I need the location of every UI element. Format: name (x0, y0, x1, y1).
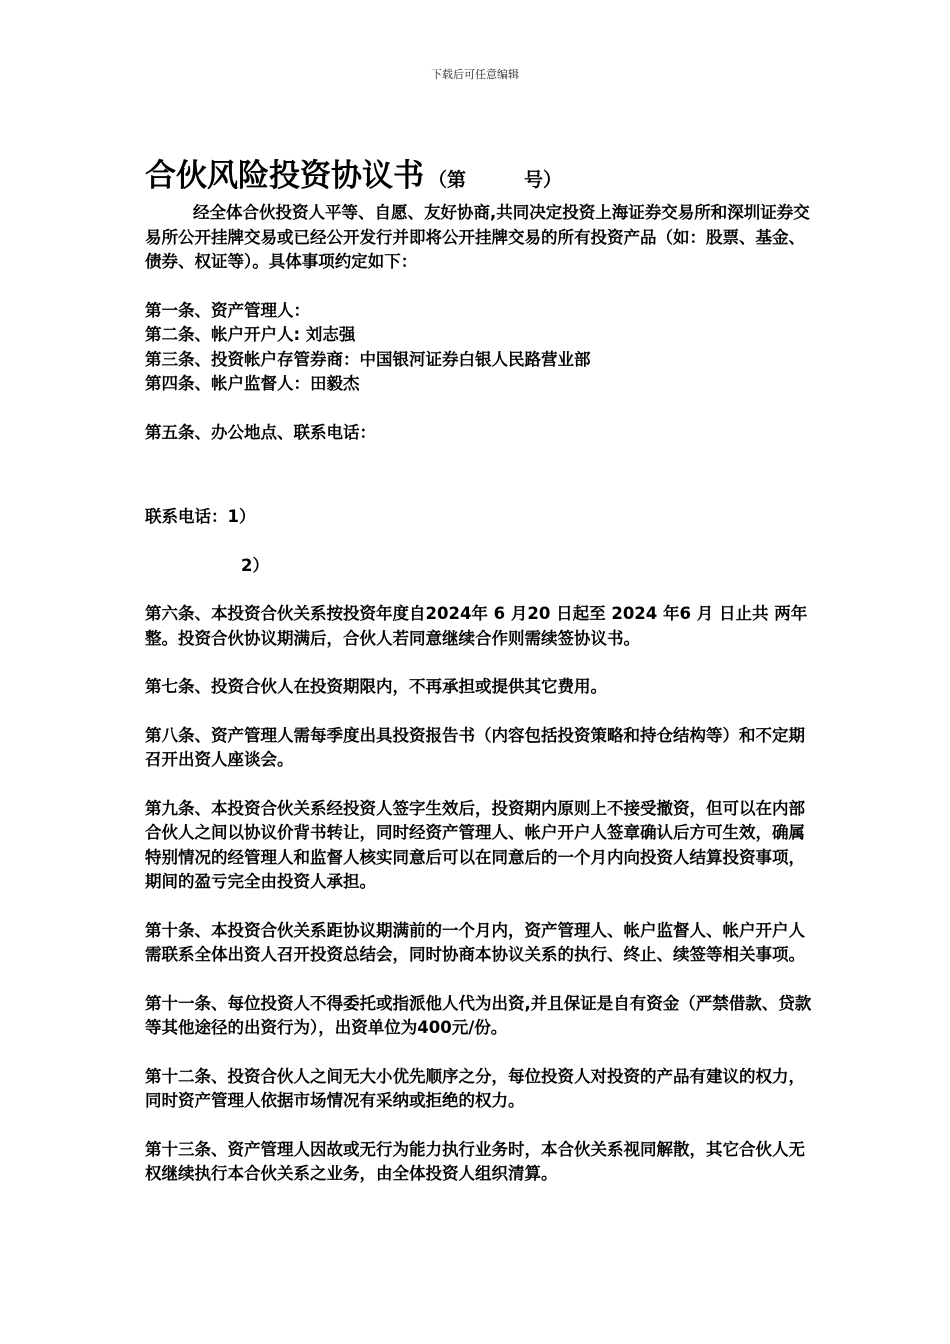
contact-phone-2: 2） (241, 555, 269, 575)
title-main: 合伙风险投资协议书 (145, 158, 424, 194)
article-2: 第二条、帐户开户人: 刘志强 (145, 325, 356, 344)
agreement-body (145, 201, 820, 1187)
article-4: 第四条、帐户监督人：田毅杰 (145, 374, 360, 393)
article-12: 第十二条、投资合伙人之间无大小优先顺序之分，每位投资人对投资的产品有建议的权力，同时资产管理人依据市场情况有采纳或拒绝的权力。 (145, 1066, 805, 1110)
article-13: 第十三条、资产管理人因故或无行为能力执行业务时，本合伙关系视同解散，其它合伙人无权继续执行本合伙关系之业务，由全体投资人组织清算。 (145, 1139, 805, 1183)
article-6: 第六条、本投资合伙关系按投资年度自2024年 6 月20 日起至 2024 年6 月 日止共 两年整。投资合伙协议期满后，合伙人若同意继续合作则需续签协议书。 (145, 604, 808, 648)
document-title (145, 150, 562, 195)
contact-phone-1: 联系电话：1） (145, 507, 256, 526)
article-5: 第五条、办公地点、联系电话： (145, 422, 376, 442)
article-8: 第八条、资产管理人需每季度出具投资报告书（内容包括投资策略和持仓结构等）和不定期召开出资人座谈会。 (145, 725, 805, 769)
article-9: 第九条、本投资合伙关系经投资人签字生效后，投资期内原则上不接受撤资，但可以在内部合伙人之间以协议价背书转让，同时经资产管理人、帐户开户人签章确认后方可生效，确属特别情况的经管理人和监督人核实同意后可以在同意后的一个月内向投资人结算投资事项，期间的盈亏完全由投资人承担。 (145, 798, 805, 891)
article-7: 第七条、投资合伙人在投资期限内，不再承担或提供其它费用。 (145, 677, 607, 696)
intro-paragraph: 经全体合伙投资人平等、自愿、友好协商,共同决定投资上海证券交易所和深圳证券交易所公开挂牌交易或已经公开发行并即将公开挂牌交易的所有投资产品（如：股票、基金、债券、权证等）。具体事项约定如下： (145, 203, 810, 271)
title-number-open: （第 (428, 169, 467, 191)
article-10: 第十条、本投资合伙关系距协议期满前的一个月内，资产管理人、帐户监督人、帐户开户人需联系全体出资人召开投资总结会，同时协商本协议关系的执行、终止、续签等相关事项。 (145, 920, 805, 964)
title-number-close: 号） (524, 169, 563, 191)
article-11: 第十一条、每位投资人不得委托或指派他人代为出资,并且保证是自有资金（严禁借款、贷款等其他途径的出资行为），出资单位为400元/份。 (145, 993, 812, 1037)
title-number (428, 169, 562, 191)
article-1: 第一条、资产管理人： (145, 300, 310, 320)
download-note: 下载后可任意编辑 (431, 68, 519, 81)
article-3: 第三条、投资帐户存管券商：中国银河证券白银人民路营业部 (145, 349, 591, 369)
